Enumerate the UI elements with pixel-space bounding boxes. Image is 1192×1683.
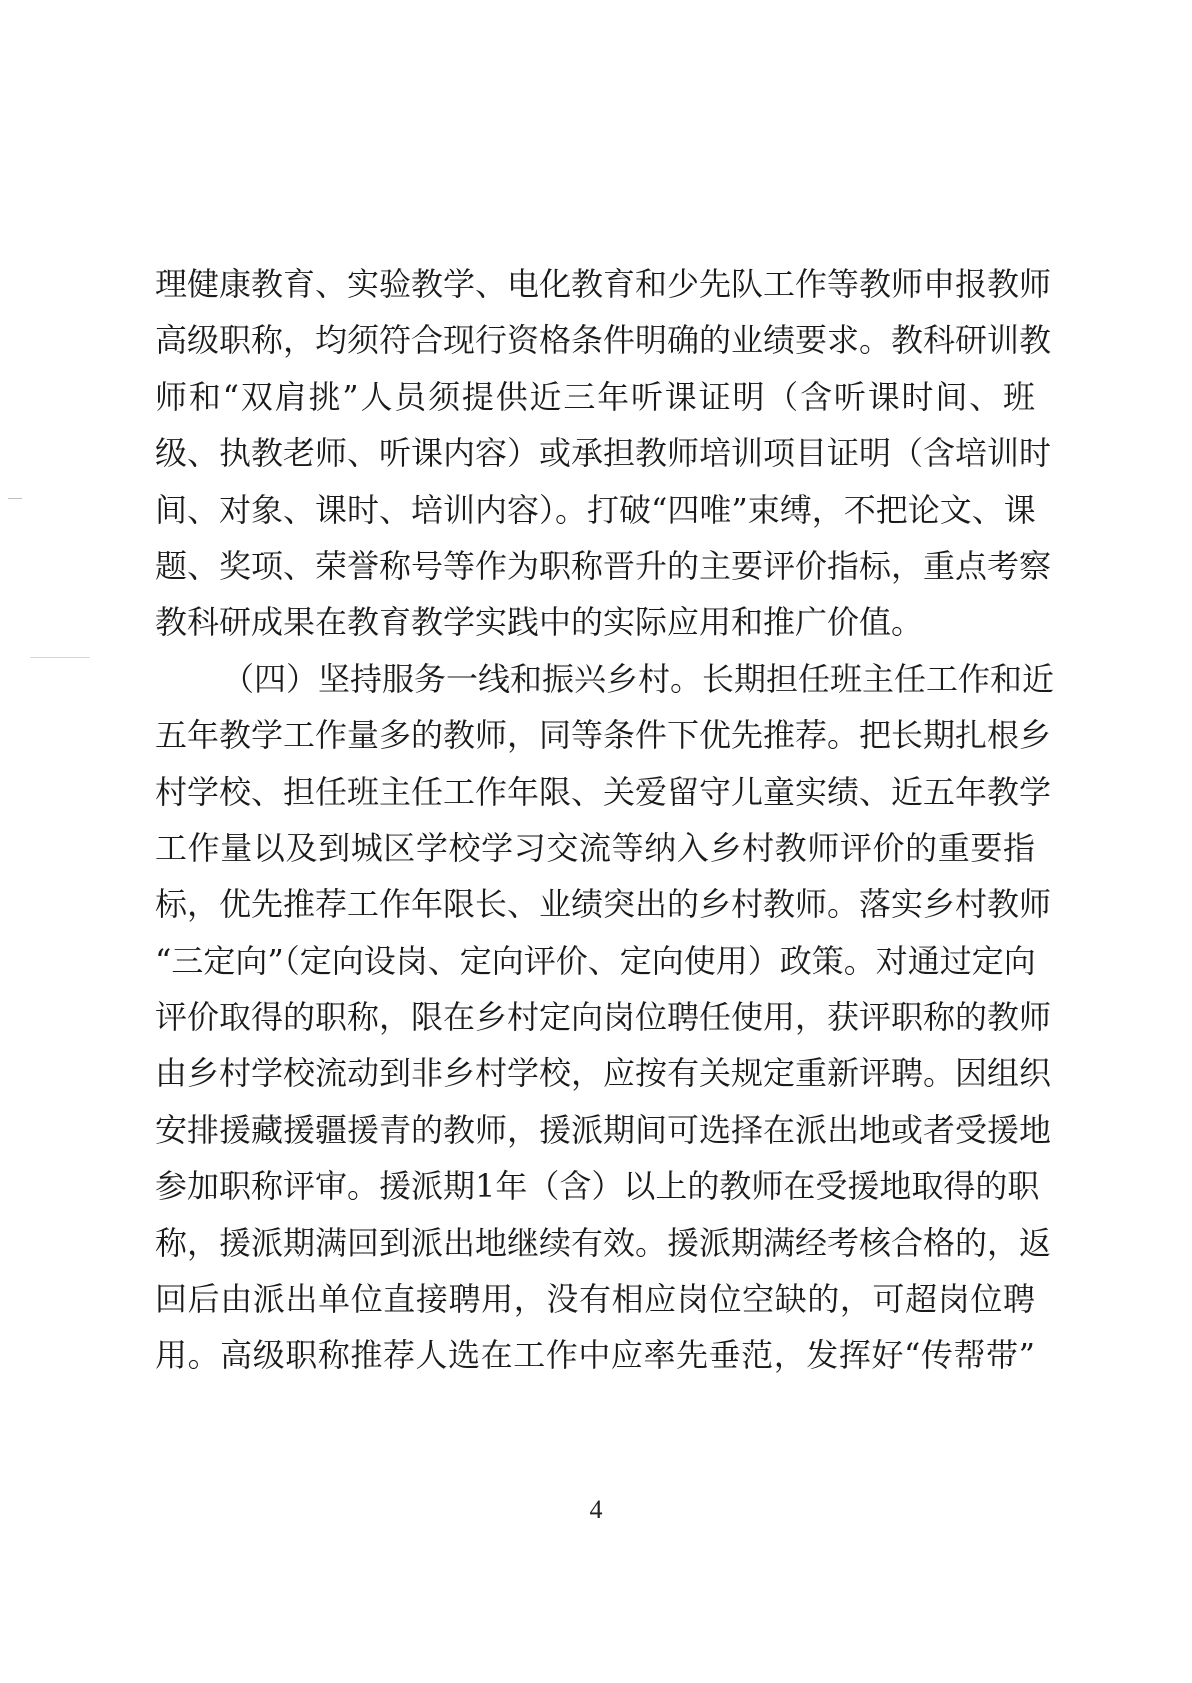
- text-line: 理健康教育、实验教学、电化教育和少先队工作等教师申报教师: [155, 265, 1052, 303]
- text-line: 评价取得的职称，限在乡村定向岗位聘任使用，获评职称的教师: [155, 998, 1052, 1036]
- text-line: 高级职称，均须符合现行资格条件明确的业绩要求。教科研训教: [155, 321, 1052, 359]
- page-number: 4: [589, 1495, 603, 1524]
- text-line: 回后由派出单位直接聘用，没有相应岗位空缺的，可超岗位聘: [155, 1280, 1035, 1318]
- text-line: 题、奖项、荣誉称号等作为职称晋升的主要评价指标，重点考察: [155, 547, 1052, 585]
- text-line: 由乡村学校流动到非乡村学校，应按有关规定重新评聘。因组织: [155, 1054, 1052, 1092]
- section-heading-line: （四）坚持服务一线和振兴乡村。长期担任班主任工作和近: [222, 660, 1055, 698]
- text-line: 标，优先推荐工作年限长、业绩突出的乡村教师。落实乡村教师: [155, 885, 1052, 923]
- text-line: 用。高级职称推荐人选在工作中应率先垂范，发挥好“传帮带”: [155, 1336, 1035, 1374]
- text-line: 五年教学工作量多的教师，同等条件下优先推荐。把长期扎根乡: [155, 716, 1052, 754]
- text-line: “三定向”（定向设岗、定向评价、定向使用）政策。对通过定向: [155, 942, 1036, 980]
- text-line: 村学校、担任班主任工作年限、关爱留守儿童实绩、近五年教学: [155, 773, 1052, 811]
- scan-artifact: [8, 498, 22, 499]
- text-line: 安排援藏援疆援青的教师，援派期间可选择在派出地或者受援地: [155, 1111, 1052, 1149]
- text-line: 工作量以及到城区学校学习交流等纳入乡村教师评价的重要指: [155, 829, 1035, 867]
- scan-artifact: [30, 657, 90, 658]
- text-line: 师和“双肩挑”人员须提供近三年听课证明（含听课时间、班: [155, 378, 1035, 416]
- text-line: 教科研成果在教育教学实践中的实际应用和推广价值。: [155, 603, 924, 641]
- text-line: 间、对象、课时、培训内容）。打破“四唯”束缚，不把论文、课: [155, 491, 1036, 529]
- text-line: 参加职称评审。援派期1年（含）以上的教师在受援地取得的职: [155, 1167, 1040, 1205]
- text-line: 级、执教老师、听课内容）或承担教师培训项目证明（含培训时: [155, 434, 1052, 472]
- text-line: 称，援派期满回到派出地继续有效。援派期满经考核合格的，返: [155, 1224, 1052, 1262]
